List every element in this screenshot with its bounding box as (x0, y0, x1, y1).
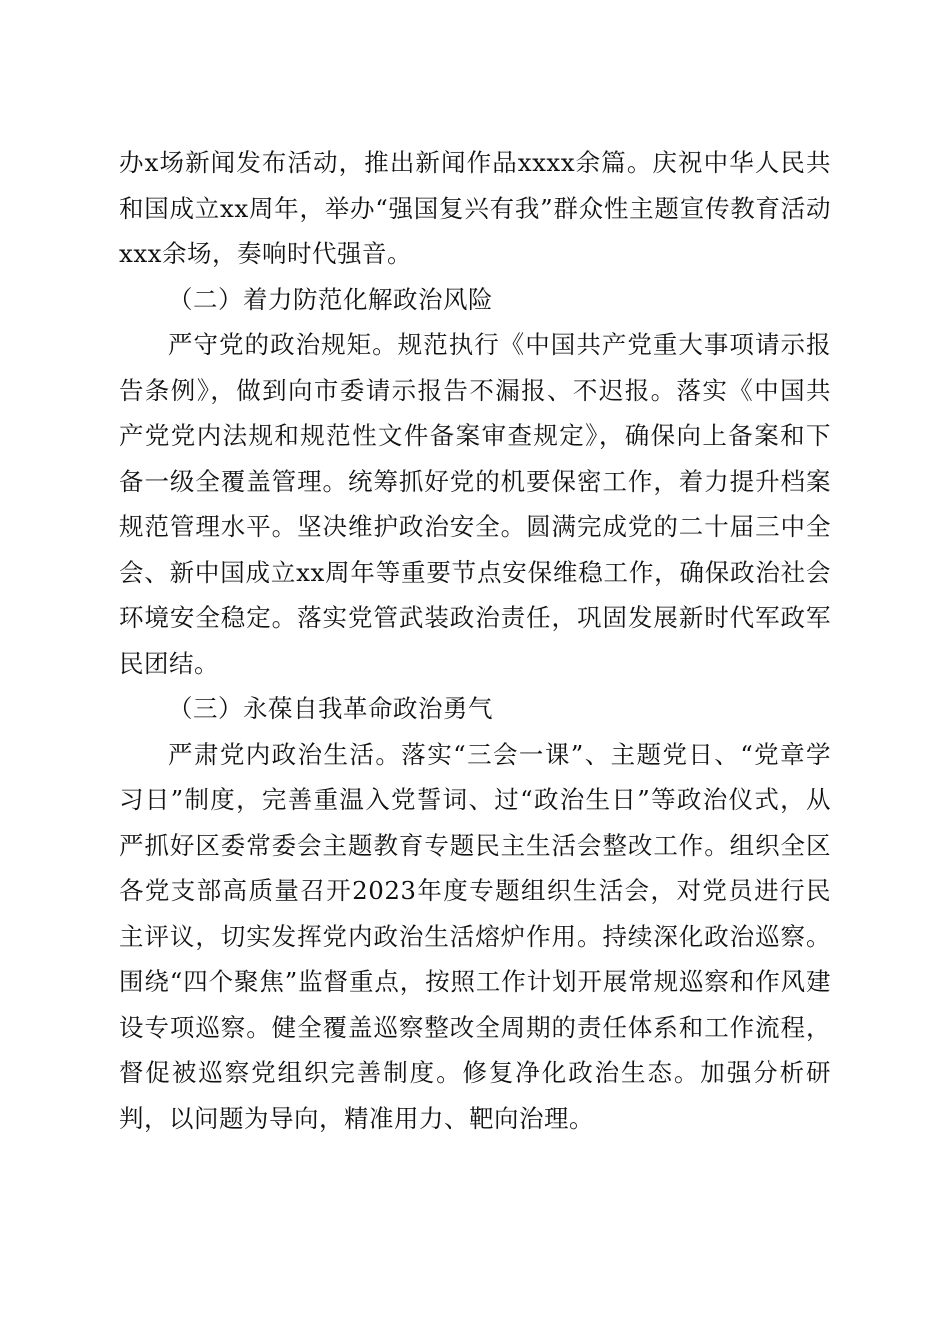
paragraph-political-rules: 严守党的政治规矩。规范执行《中国共产党重大事项请示报告条例》，做到向市委请示报告不漏报、不迟报。落实《中国共产党党内法规和规范性文件备案审查规定》，确保向上备案和下备一级全覆盖管理。统筹抓好党的机要保密工作，着力提升档案规范管理水平。坚决维护政治安全。圆满完成党的二十届三中全会、新中国成立xx周年等重要节点安保维稳工作，确保政治社会环境安全稳定。落实党管武装政治责任，巩固发展新时代军政军民团结。 (119, 330, 831, 678)
section-heading-three: （三）永葆自我革命政治勇气 (168, 694, 493, 723)
document-body (119, 140, 831, 1141)
paragraph-party-life: 严肃党内政治生活。落实“三会一课”、主题党日、“党章学习日”制度，完善重温入党誓词、过“政治生日”等政治仪式，从严抓好区委常委会主题教育专题民主生活会整改工作。组织全区各党支部高质量召开2023年度专题组织生活会，对党员进行民主评议，切实发挥党内政治生活熔炉作用。持续深化政治巡察。围绕“四个聚焦”监督重点，按照工作计划开展常规巡察和作风建设专项巡察。健全覆盖巡察整改全周期的责任体系和工作流程，督促被巡察党组织完善制度。修复净化政治生态。加强分析研判，以问题为导向，精准用力、靶向治理。 (119, 739, 831, 1133)
paragraph-continuation: 办x场新闻发布活动，推出新闻作品xxxx余篇。庆祝中华人民共和国成立xx周年，举办“强国复兴有我”群众性主题宣传教育活动xxx余场，奏响时代强音。 (119, 148, 831, 268)
section-heading-two: （二）着力防范化解政治风险 (168, 284, 493, 314)
